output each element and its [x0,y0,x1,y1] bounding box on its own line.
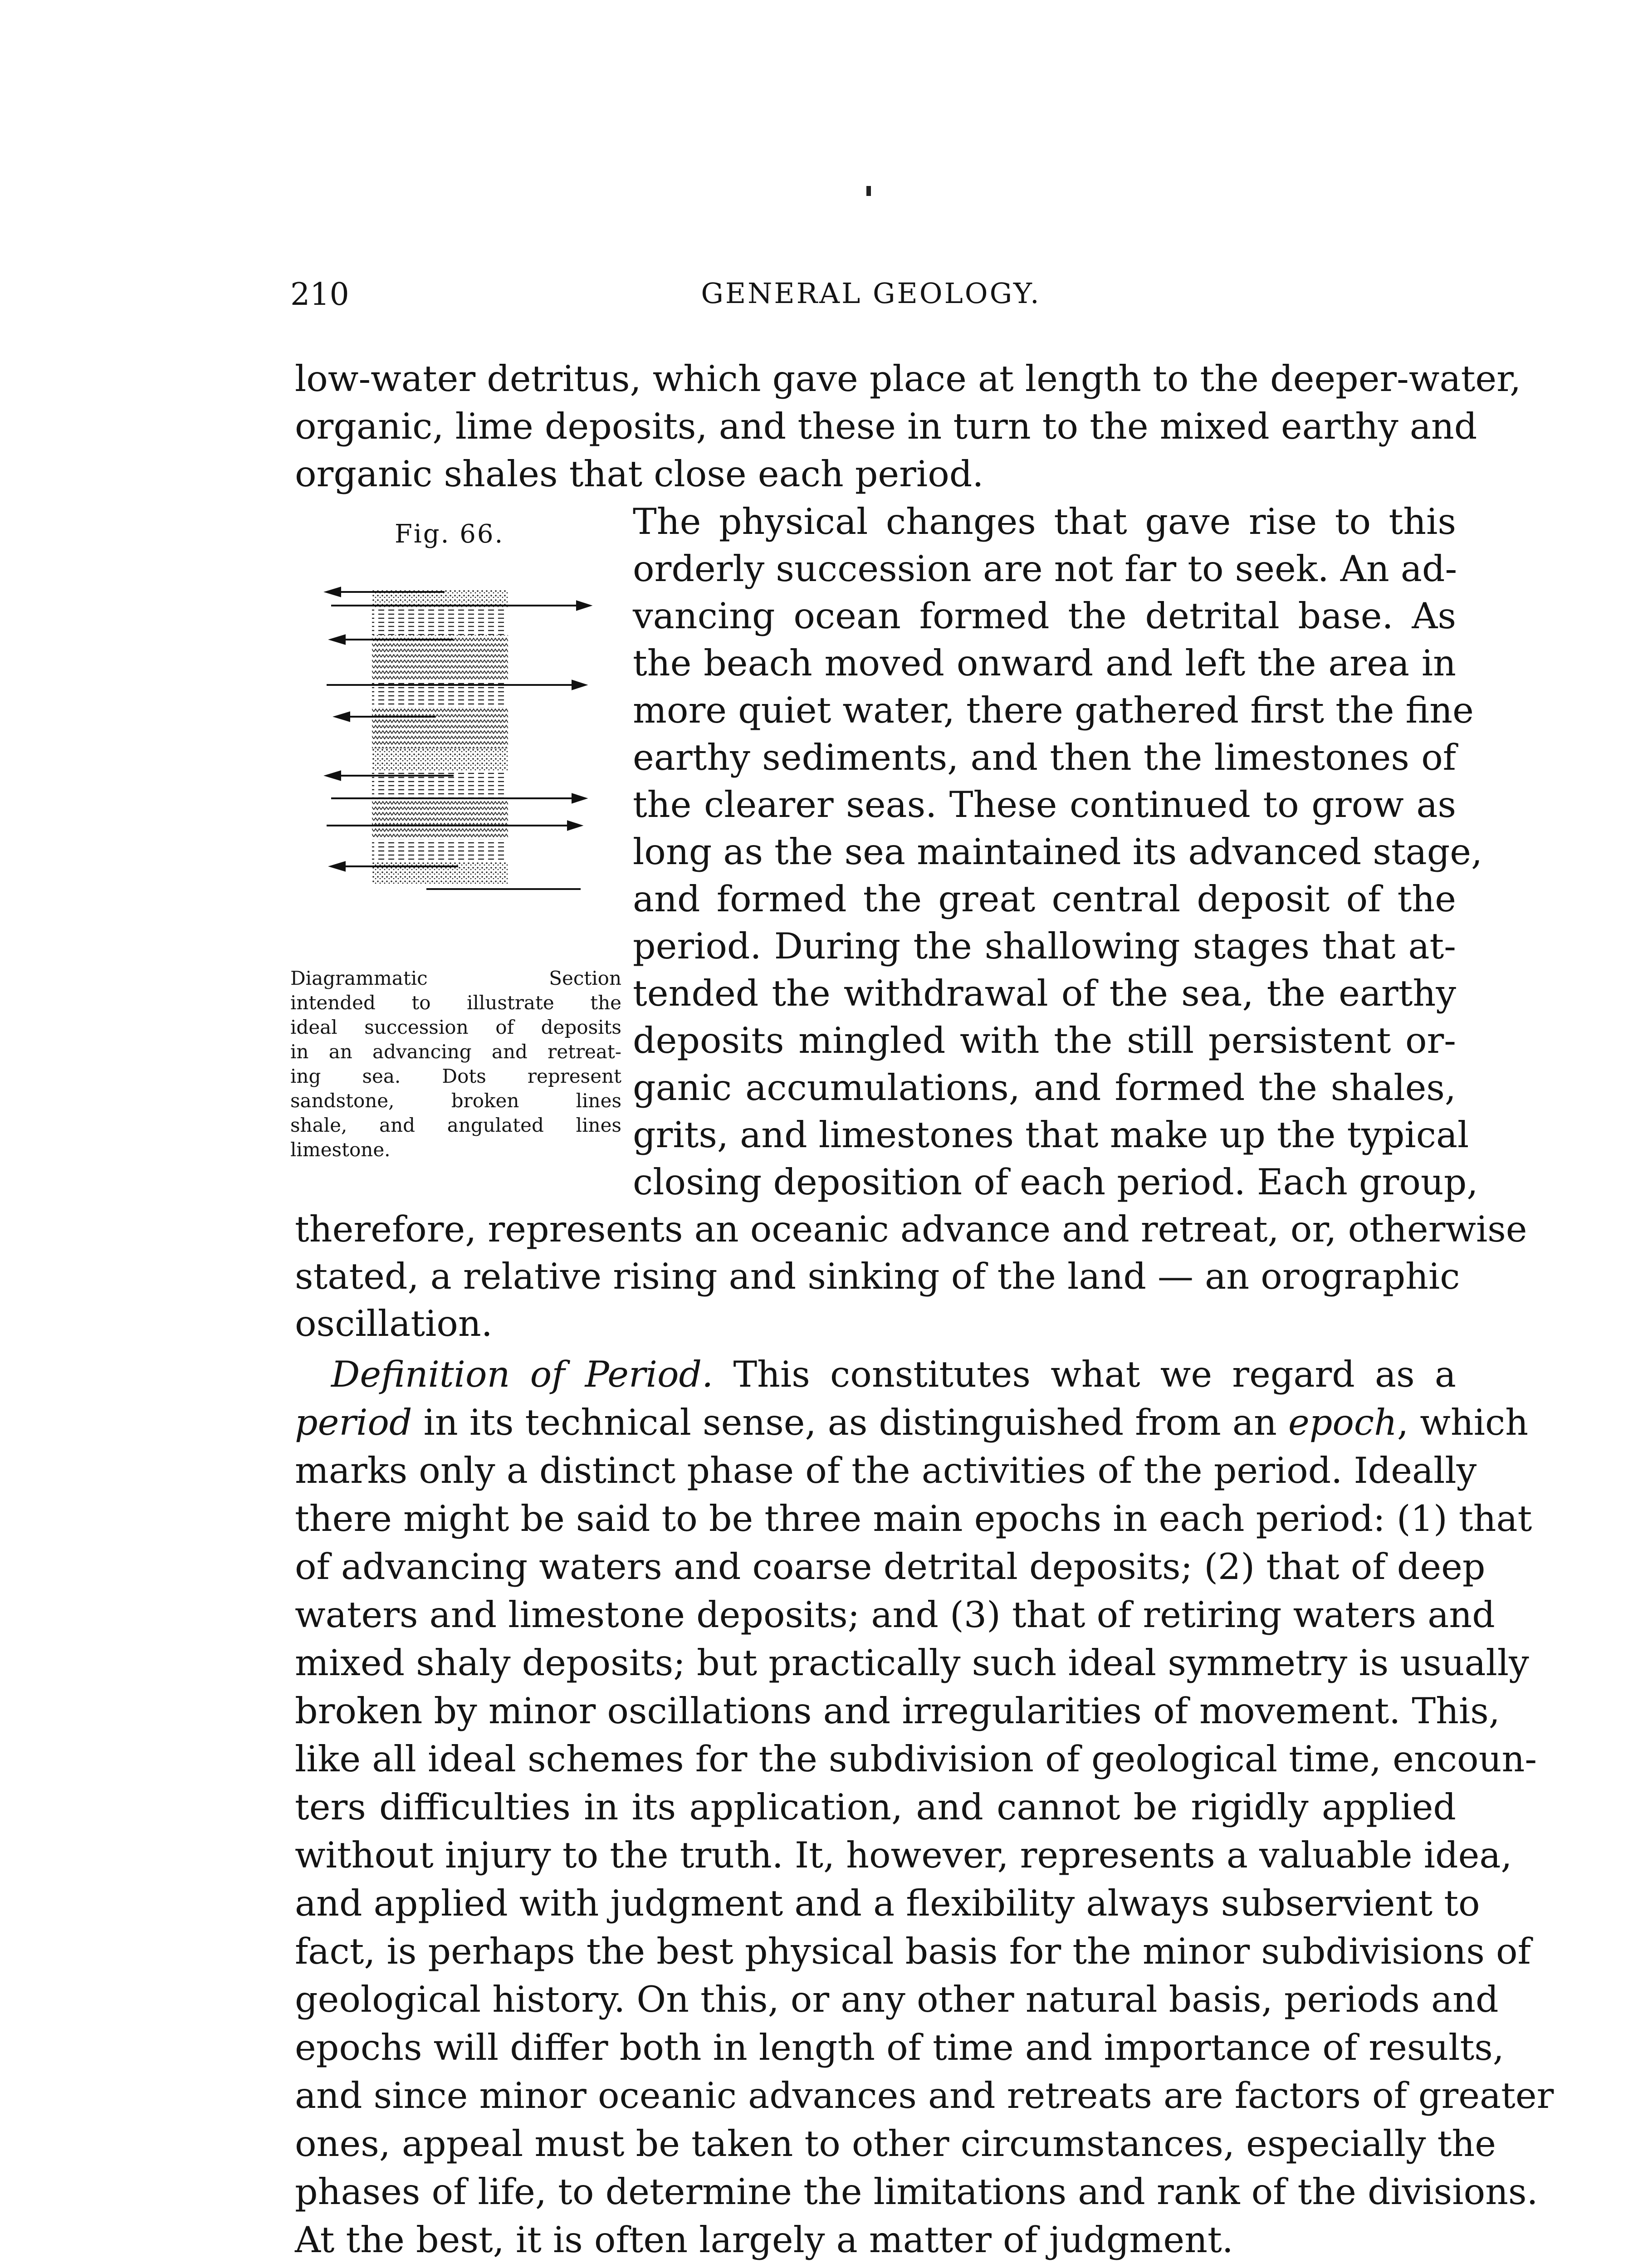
text-line: grits, and limestones that make up the typical [633,1114,1469,1156]
caption-line: intended to illustrate the [290,992,621,1014]
text-line: Definition of Period. This constitutes what we regard as a [331,1354,1456,1395]
section-heading: Definition of Period. [331,1354,714,1395]
text-line: At the best, it is often largely a matter of judgment. [295,2219,1233,2261]
text-line: epochs will differ both in length of time and importance of results, [295,2027,1504,2068]
text-line: the clearer seas. These continued to grow as [633,784,1456,826]
text-line: organic, lime deposits, and these in turn to the mixed earthy and [295,406,1477,447]
caption-line: Diagrammatic Section [290,967,621,989]
figure-label: Fig. 66. [395,519,504,549]
text-line: waters and limestone deposits; and (3) that of retiring waters and [295,1594,1495,1636]
text-line: and applied with judgment and a flexibility always subservient to [295,1882,1480,1924]
text-line: ters difficulties in its application, and cannot be rigidly applied [295,1786,1456,1828]
text-line: period in its technical sense, as distinguished from an epoch, which [295,1402,1529,1443]
text-line: there might be said to be three main epochs in each period: (1) that [295,1498,1532,1540]
ink-mark [866,186,871,196]
text-line: tended the withdrawal of the sea, the earthy [633,973,1456,1014]
page-header [290,272,1452,322]
caption-line: in an advancing and retreat- [290,1041,621,1063]
text-line: the beach moved onward and left the area in [633,642,1456,684]
page-number: 210 [290,277,349,313]
text-line: oscillation. [295,1303,493,1344]
text-line: broken by minor oscillations and irregularities of movement. This, [295,1690,1500,1732]
text-line: orderly succession are not far to seek. An ad- [633,548,1457,590]
text-line: therefore, represents an oceanic advance and retreat, or, otherwise [295,1208,1527,1250]
text-line: low-water detritus, which gave place at length to the deeper-water, [295,358,1521,400]
term-epoch: epoch [1288,1402,1398,1443]
text-line: of advancing waters and coarse detrital deposits; (2) that of deep [295,1546,1486,1588]
text-line: earthy sediments, and then the limestones of [633,737,1456,778]
caption-line: sandstone, broken lines [290,1090,621,1112]
text-line: phases of life, to determine the limitations and rank of the divisions. [295,2171,1538,2213]
text-line: long as the sea maintained its advanced stage, [633,831,1483,873]
caption-line: ideal succession of deposits [290,1016,621,1038]
text-line: like all ideal schemes for the subdivision of geological time, encoun- [295,1738,1537,1780]
text-line: mixed shaly deposits; but practically such ideal symmetry is usually [295,1642,1529,1684]
text-line: ganic accumulations, and formed the shales, [633,1067,1456,1109]
text-line: fact, is perhaps the best physical basis for the minor subdivisions of [295,1931,1531,1972]
text-line: marks only a distinct phase of the activities of the period. Ideally [295,1450,1477,1491]
strata-column [372,590,508,885]
text-line: period. During the shallowing stages that at- [633,925,1456,967]
text-line: more quiet water, there gathered first the fine [633,689,1474,731]
text-line: The physical changes that gave rise to this [633,501,1456,543]
running-head: GENERAL GEOLOGY. [701,277,1041,310]
diagrammatic-section-figure [308,572,599,925]
text-line: and formed the great central deposit of the [633,878,1456,920]
text-line: organic shales that close each period. [295,453,984,495]
text-line: stated, a relative rising and sinking of the land — an orographic [295,1256,1460,1297]
term-period: period [295,1402,412,1443]
text-line: vancing ocean formed the detrital base. As [633,595,1456,637]
caption-line: shale, and angulated lines [290,1114,621,1136]
text-line: without injury to the truth. It, however, represents a valuable idea, [295,1834,1512,1876]
text-line: deposits mingled with the still persistent or- [633,1020,1456,1061]
caption-line: limestone. [290,1139,391,1161]
text-line: geological history. On this, or any other natural basis, periods and [295,1979,1499,2020]
text-line: ones, appeal must be taken to other circumstances, especially the [295,2123,1496,2165]
text-line: and since minor oceanic advances and retreats are factors of greater [295,2075,1554,2116]
text-line: closing deposition of each period. Each group, [633,1161,1478,1203]
caption-line: ing sea. Dots represent [290,1065,621,1087]
